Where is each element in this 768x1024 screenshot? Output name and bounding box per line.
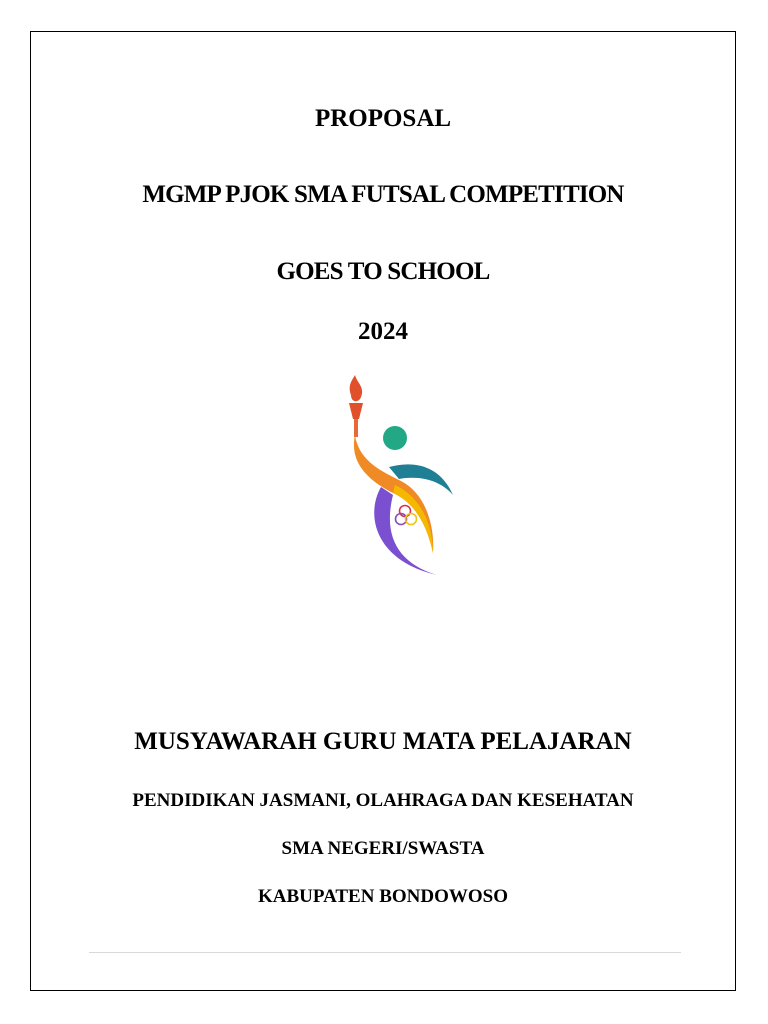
torch-handle [349,403,363,419]
footer-divider [89,952,681,953]
orange-arm [354,435,433,553]
document-page [30,31,736,991]
event-tagline: GOES TO SCHOOL [276,258,490,285]
event-year: 2024 [358,318,408,345]
school-level: SMA NEGERI/SWASTA [281,838,485,859]
head-shape [383,426,407,450]
torch-bearer-logo-icon [331,375,471,575]
event-name: MGMP PJOK SMA FUTSAL COMPETITION [142,181,624,208]
torch-stick [354,419,358,437]
proposal-title: PROPOSAL [314,105,452,132]
organization-subject: PENDIDIKAN JASMANI, OLAHRAGA DAN KESEHATAN [132,790,634,811]
region-name: KABUPATEN BONDOWOSO [257,886,508,907]
flame-shape [350,375,362,401]
organization-name: MUSYAWARAH GURU MATA PELAJARAN [134,728,632,755]
